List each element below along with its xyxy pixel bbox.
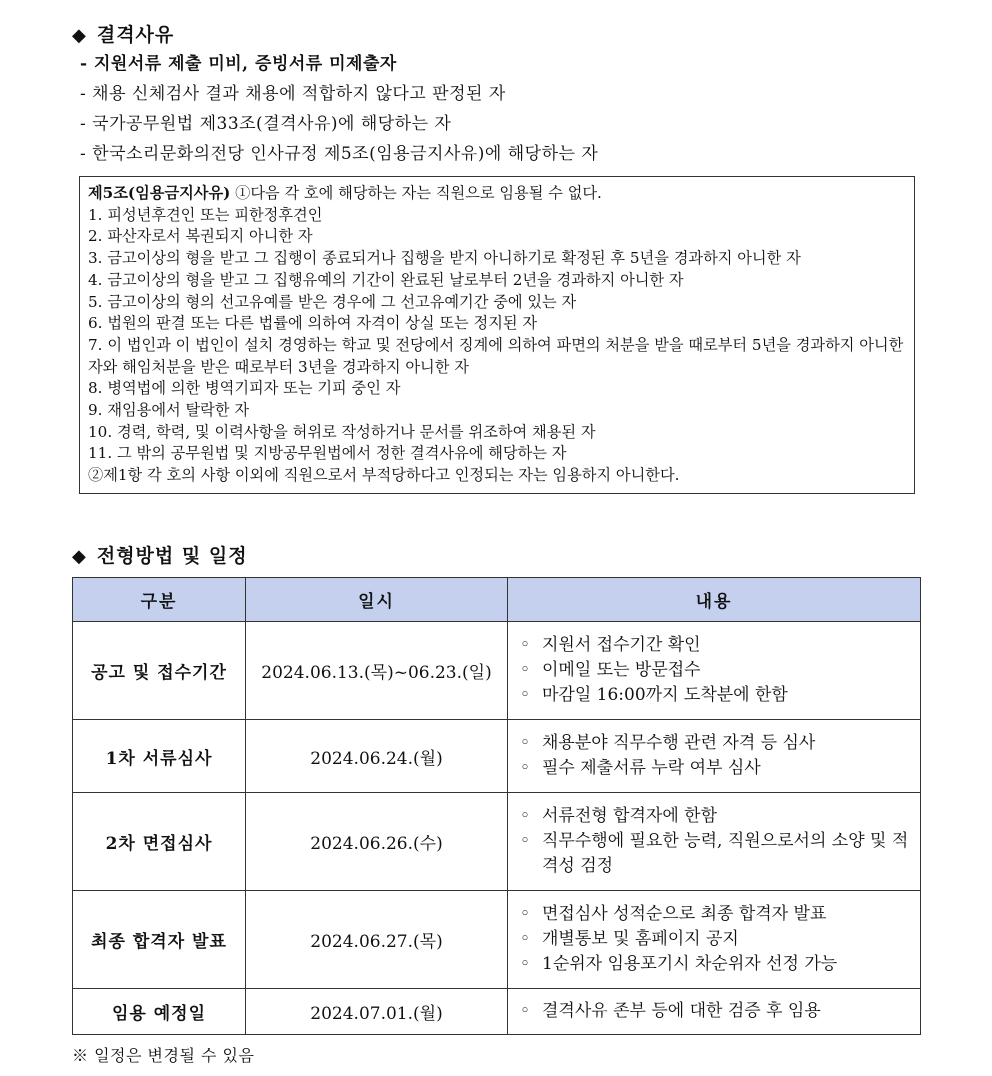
table-row [73,622,921,720]
detail-item [520,829,910,879]
row-date: 2024.06.26.(수) [246,793,508,891]
list-item: - 국가공무원법 제33조(결격사유)에 해당하는 자 [80,114,452,134]
list-item: - 지원서류 제출 미비, 증빙서류 미제출자 [80,54,397,74]
article5-heading [88,183,906,205]
detail-text: 채용분야 직무수행 관련 자격 등 심사 [542,733,816,753]
list-item: - 한국소리문화의전당 인사규정 제5조(임용금지사유)에 해당하는 자 [80,144,599,164]
row-content [508,793,921,891]
list-item: - 채용 신체검사 결과 채용에 적합하지 않다고 판정된 자 [80,84,506,104]
bullet-icon: ◦ [520,733,531,753]
diamond-icon: ◆ [72,25,87,46]
bullet-icon: ◦ [520,758,531,778]
schedule-table [72,577,921,1035]
row-date: 2024.06.13.(목)~06.23.(일) [246,622,508,720]
detail-item [520,902,910,927]
detail-item [520,756,910,781]
table-row [73,720,921,793]
bullet-icon: ◦ [520,806,531,826]
detail-text: 개별통보 및 홈페이지 공지 [542,929,739,949]
row-content [508,720,921,793]
disqualification-title [72,20,174,47]
row-date: 2024.07.01.(월) [246,989,508,1035]
bullet-icon: ◦ [520,831,531,851]
row-category: 최종 합격자 발표 [73,891,246,989]
detail-item [520,731,910,756]
row-content [508,891,921,989]
detail-text: 지원서 접수기간 확인 [542,635,701,655]
schedule-note: ※ 일정은 변경될 수 있음 [72,1046,255,1065]
table-row [73,793,921,891]
article5-line: 1. 피성년후견인 또는 피한정후견인 [88,205,323,224]
detail-text: 필수 제출서류 누락 여부 심사 [542,758,761,778]
article5-line: 5. 금고이상의 형의 선고유예를 받은 경우에 그 선고유예기간 중에 있는 자 [88,292,577,311]
article5-line: 6. 법원의 판결 또는 다른 법률에 의하여 자격이 상실 또는 정지된 자 [88,314,538,333]
bullet-icon: ◦ [520,929,531,949]
detail-item [520,683,910,708]
schedule-title-text: 전형방법 및 일정 [96,545,248,567]
detail-item [520,633,910,658]
detail-text: 직무수행에 필요한 능력, 직원으로서의 소양 및 적격성 검정 [542,831,909,876]
bullet-icon: ◦ [520,954,531,974]
article5-line: 10. 경력, 학력, 및 이력사항을 허위로 작성하거나 문서를 위조하여 채용된 자 [88,422,596,441]
article5-line: 7. 이 법인과 이 법인이 설치 경영하는 학교 및 전당에서 징계에 의하여 파면의 처분을 받을 때로부터 5년을 경과하지 아니한 자와 해임처분을 받은 때로부터 3년을 경과하지 아니한 자 [88,335,904,376]
detail-text: 면접심사 성적순으로 최종 합격자 발표 [542,904,827,924]
detail-item [520,804,910,829]
article5-line: 11. 그 밖의 공무원법 및 지방공무원법에서 정한 결격사유에 해당하는 자 [88,444,567,463]
row-category: 공고 및 접수기간 [73,622,246,720]
bullet-icon: ◦ [520,1001,531,1021]
article5-line: ②제1항 각 호의 사항 이외에 직원으로서 부적당하다고 인정되는 자는 임용하지 아니한다. [88,466,680,485]
row-category: 2차 면접심사 [73,793,246,891]
article5-line: 4. 금고이상의 형을 받고 그 집행유예의 기간이 완료된 날로부터 2년을 경과하지 아니한 자 [88,270,684,289]
disqualification-title-text: 결격사유 [96,24,175,46]
row-content [508,989,921,1035]
article5-head: 제5조(임용금지사유) [88,184,231,202]
column-header-category: 구분 [73,578,246,622]
disqualification-list [80,52,598,172]
article5-box [79,176,915,494]
bullet-icon: ◦ [520,635,531,655]
row-category: 임용 예정일 [73,989,246,1035]
article5-line: 9. 재임용에서 탈락한 자 [88,401,250,420]
table-row [73,989,921,1035]
row-category: 1차 서류심사 [73,720,246,793]
diamond-icon: ◆ [72,546,87,567]
article5-line: 3. 금고이상의 형을 받고 그 집행이 종료되거나 집행을 받지 아니하기로 확정된 후 5년을 경과하지 아니한 자 [88,249,801,268]
detail-item [520,999,910,1024]
column-header-content: 내용 [508,578,921,622]
article5-line: 2. 파산자로서 복권되지 아니한 자 [88,227,313,246]
table-row [73,891,921,989]
column-header-date: 일시 [246,578,508,622]
row-content [508,622,921,720]
article5-line: 8. 병역법에 의한 병역기피자 또는 기피 중인 자 [88,379,401,398]
row-date: 2024.06.27.(목) [246,891,508,989]
detail-item [520,952,910,977]
detail-text: 마감일 16:00까지 도착분에 한함 [542,685,788,705]
bullet-icon: ◦ [520,685,531,705]
bullet-icon: ◦ [520,660,531,680]
article5-head-rest: ①다음 각 호에 해당하는 자는 직원으로 임용될 수 없다. [230,184,602,202]
detail-text: 서류전형 합격자에 한함 [542,806,718,826]
schedule-title [72,541,248,568]
detail-item [520,927,910,952]
row-date: 2024.06.24.(월) [246,720,508,793]
detail-text: 결격사유 존부 등에 대한 검증 후 임용 [542,1001,821,1021]
bullet-icon: ◦ [520,904,531,924]
table-header-row [73,578,921,622]
detail-item [520,658,910,683]
detail-text: 1순위자 임용포기시 차순위자 선정 가능 [542,954,838,974]
detail-text: 이메일 또는 방문접수 [542,660,701,680]
